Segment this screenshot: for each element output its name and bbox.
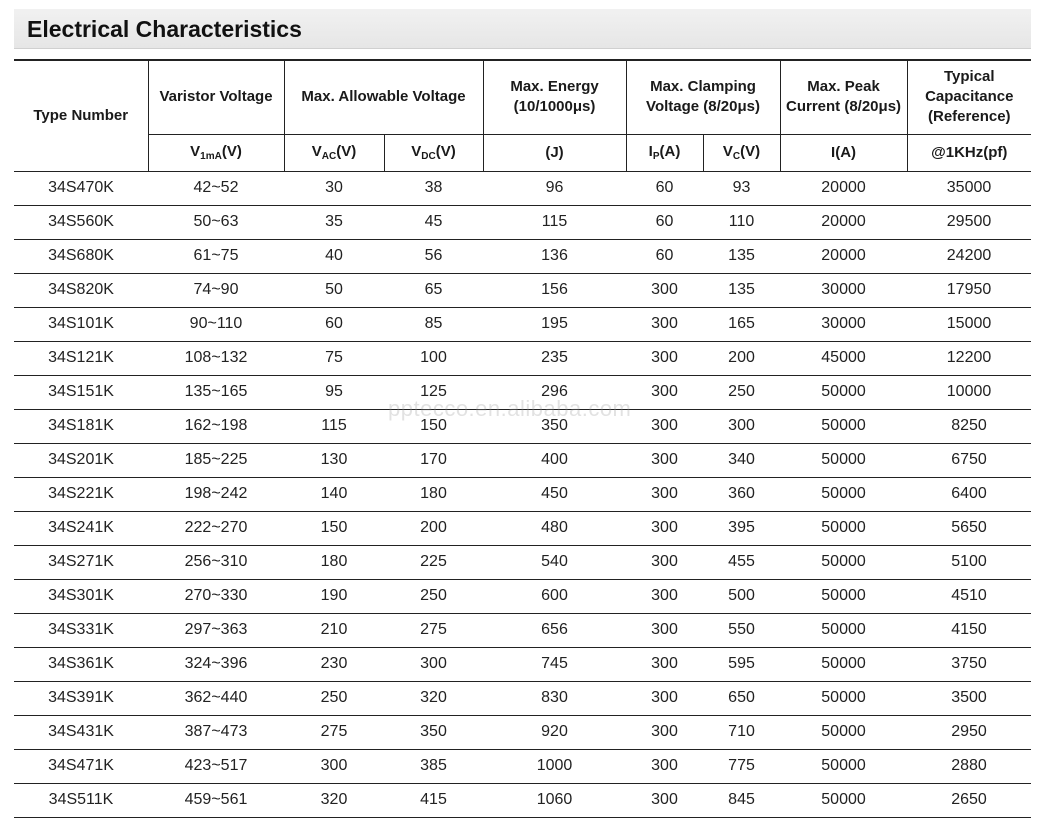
table-cell: 360 xyxy=(703,477,780,511)
table-cell: 150 xyxy=(284,511,384,545)
page-title: Electrical Characteristics xyxy=(27,16,302,42)
table-cell: 300 xyxy=(703,409,780,443)
table-cell: 110 xyxy=(703,205,780,239)
table-cell: 300 xyxy=(626,341,703,375)
table-cell: 395 xyxy=(703,511,780,545)
table-cell: 34S560K xyxy=(14,205,148,239)
table-cell: 320 xyxy=(384,681,483,715)
table-cell: 415 xyxy=(384,783,483,817)
table-cell: 230 xyxy=(284,647,384,681)
table-cell: 4150 xyxy=(907,613,1031,647)
unit-row xyxy=(14,134,1031,171)
header-varistor-voltage: Varistor Voltage xyxy=(148,60,284,134)
table-cell: 108~132 xyxy=(148,341,284,375)
title-bar xyxy=(14,9,1031,49)
table-cell: 300 xyxy=(626,579,703,613)
table-cell: 34S271K xyxy=(14,545,148,579)
unit-peak-current: I(A) xyxy=(780,134,907,171)
table-cell: 30000 xyxy=(780,273,907,307)
table-cell: 4510 xyxy=(907,579,1031,613)
header-type-number: Type Number xyxy=(14,60,148,171)
table-cell: 296 xyxy=(483,375,626,409)
table-cell: 34S221K xyxy=(14,477,148,511)
table-cell: 115 xyxy=(284,409,384,443)
table-cell: 50000 xyxy=(780,783,907,817)
table-cell: 3500 xyxy=(907,681,1031,715)
table-cell: 20000 xyxy=(780,239,907,273)
table-cell: 5100 xyxy=(907,545,1031,579)
table-row xyxy=(14,511,1031,545)
electrical-characteristics-table xyxy=(14,59,1031,818)
table-cell: 210 xyxy=(284,613,384,647)
unit-capacitance: @1KHz(pf) xyxy=(907,134,1031,171)
table-cell: 150 xyxy=(384,409,483,443)
table-cell: 20000 xyxy=(780,171,907,205)
table-cell: 595 xyxy=(703,647,780,681)
table-row xyxy=(14,307,1031,341)
table-cell: 830 xyxy=(483,681,626,715)
table-cell: 350 xyxy=(384,715,483,749)
table-cell: 3750 xyxy=(907,647,1031,681)
table-row xyxy=(14,545,1031,579)
table-cell: 90~110 xyxy=(148,307,284,341)
table-cell: 74~90 xyxy=(148,273,284,307)
table-cell: 300 xyxy=(626,783,703,817)
table-row xyxy=(14,477,1031,511)
table-cell: 115 xyxy=(483,205,626,239)
table-cell: 200 xyxy=(703,341,780,375)
table-cell: 600 xyxy=(483,579,626,613)
table-cell: 235 xyxy=(483,341,626,375)
table-cell: 459~561 xyxy=(148,783,284,817)
table-cell: 297~363 xyxy=(148,613,284,647)
table-cell: 300 xyxy=(384,647,483,681)
table-cell: 93 xyxy=(703,171,780,205)
table-cell: 50000 xyxy=(780,749,907,783)
table-cell: 320 xyxy=(284,783,384,817)
table-cell: 300 xyxy=(626,273,703,307)
table-cell: 250 xyxy=(284,681,384,715)
table-cell: 362~440 xyxy=(148,681,284,715)
table-cell: 387~473 xyxy=(148,715,284,749)
watermark: pptecco.en.alibaba.com xyxy=(388,396,632,421)
table-cell: 34S391K xyxy=(14,681,148,715)
table-cell: 50~63 xyxy=(148,205,284,239)
table-cell: 300 xyxy=(626,511,703,545)
table-cell: 185~225 xyxy=(148,443,284,477)
table-cell: 340 xyxy=(703,443,780,477)
table-cell: 300 xyxy=(626,545,703,579)
table-cell: 710 xyxy=(703,715,780,749)
header-typical-capacitance: Typical Capacitance (Reference) xyxy=(907,60,1031,134)
table-cell: 200 xyxy=(384,511,483,545)
table-cell: 250 xyxy=(703,375,780,409)
table-cell: 45 xyxy=(384,205,483,239)
table-cell: 270~330 xyxy=(148,579,284,613)
table-cell: 135 xyxy=(703,273,780,307)
table-cell: 190 xyxy=(284,579,384,613)
table-row xyxy=(14,443,1031,477)
table-cell: 34S431K xyxy=(14,715,148,749)
table-cell: 140 xyxy=(284,477,384,511)
table-cell: 34S151K xyxy=(14,375,148,409)
table-cell: 96 xyxy=(483,171,626,205)
table-cell: 180 xyxy=(284,545,384,579)
table-cell: 50000 xyxy=(780,477,907,511)
table-cell: 75 xyxy=(284,341,384,375)
table-cell: 775 xyxy=(703,749,780,783)
table-cell: 250 xyxy=(384,579,483,613)
table-cell: 42~52 xyxy=(148,171,284,205)
table-cell: 130 xyxy=(284,443,384,477)
table-cell: 300 xyxy=(626,647,703,681)
table-cell: 125 xyxy=(384,375,483,409)
table-cell: 15000 xyxy=(907,307,1031,341)
table-cell: 50000 xyxy=(780,579,907,613)
header-row xyxy=(14,60,1031,134)
table-cell: 1000 xyxy=(483,749,626,783)
table-cell: 60 xyxy=(626,171,703,205)
table-cell: 920 xyxy=(483,715,626,749)
table-cell: 423~517 xyxy=(148,749,284,783)
table-cell: 450 xyxy=(483,477,626,511)
table-cell: 29500 xyxy=(907,205,1031,239)
table-cell: 34S471K xyxy=(14,749,148,783)
table-cell: 550 xyxy=(703,613,780,647)
table-cell: 40 xyxy=(284,239,384,273)
table-cell: 745 xyxy=(483,647,626,681)
table-cell: 162~198 xyxy=(148,409,284,443)
table-cell: 60 xyxy=(626,239,703,273)
table-cell: 300 xyxy=(626,613,703,647)
table-cell: 34S470K xyxy=(14,171,148,205)
unit-v1ma: $V_{1mA}(V)$ xyxy=(148,134,284,171)
table-cell: 12200 xyxy=(907,341,1031,375)
table-cell: 2950 xyxy=(907,715,1031,749)
table-cell: 50000 xyxy=(780,545,907,579)
table-cell: 65 xyxy=(384,273,483,307)
table-cell: 656 xyxy=(483,613,626,647)
table-cell: 225 xyxy=(384,545,483,579)
table-cell: 38 xyxy=(384,171,483,205)
table-cell: 50 xyxy=(284,273,384,307)
table-cell: 845 xyxy=(703,783,780,817)
table-cell: 34S101K xyxy=(14,307,148,341)
table-cell: 650 xyxy=(703,681,780,715)
table-cell: 50000 xyxy=(780,409,907,443)
table-cell: 5650 xyxy=(907,511,1031,545)
table-row xyxy=(14,647,1031,681)
table-cell: 50000 xyxy=(780,715,907,749)
table-cell: 275 xyxy=(384,613,483,647)
table-cell: 300 xyxy=(626,375,703,409)
table-row xyxy=(14,341,1031,375)
table-cell: 198~242 xyxy=(148,477,284,511)
table-cell: 34S121K xyxy=(14,341,148,375)
table-cell: 400 xyxy=(483,443,626,477)
table-cell: 136 xyxy=(483,239,626,273)
table-cell: 540 xyxy=(483,545,626,579)
table-row xyxy=(14,681,1031,715)
table-cell: 275 xyxy=(284,715,384,749)
table-cell: 34S820K xyxy=(14,273,148,307)
table-cell: 385 xyxy=(384,749,483,783)
table-cell: 35 xyxy=(284,205,384,239)
table-cell: 95 xyxy=(284,375,384,409)
table-cell: 455 xyxy=(703,545,780,579)
table-body xyxy=(14,171,1031,817)
table-cell: 34S201K xyxy=(14,443,148,477)
table-row xyxy=(14,783,1031,817)
table-cell: 500 xyxy=(703,579,780,613)
table-cell: 300 xyxy=(626,477,703,511)
table-cell: 24200 xyxy=(907,239,1031,273)
table-cell: 300 xyxy=(284,749,384,783)
table-cell: 6750 xyxy=(907,443,1031,477)
table-cell: 300 xyxy=(626,715,703,749)
table-row xyxy=(14,715,1031,749)
table-row xyxy=(14,375,1031,409)
unit-ip: $I_P(A)$ xyxy=(626,134,703,171)
table-cell: 50000 xyxy=(780,681,907,715)
table-cell: 50000 xyxy=(780,613,907,647)
table-cell: 170 xyxy=(384,443,483,477)
table-cell: 195 xyxy=(483,307,626,341)
table-cell: 300 xyxy=(626,307,703,341)
table-cell: 480 xyxy=(483,511,626,545)
table-cell: 34S181K xyxy=(14,409,148,443)
table-row xyxy=(14,749,1031,783)
table-cell: 85 xyxy=(384,307,483,341)
table-cell: 100 xyxy=(384,341,483,375)
table-cell: 135 xyxy=(703,239,780,273)
table-cell: 56 xyxy=(384,239,483,273)
table-cell: 222~270 xyxy=(148,511,284,545)
table-cell: 324~396 xyxy=(148,647,284,681)
header-max-clamping-voltage: Max. Clamping Voltage (8/20μs) xyxy=(626,60,780,134)
table-cell: 300 xyxy=(626,681,703,715)
table-cell: 256~310 xyxy=(148,545,284,579)
table-cell: 350 xyxy=(483,409,626,443)
table-row xyxy=(14,239,1031,273)
table-cell: 17950 xyxy=(907,273,1031,307)
table-cell: 2650 xyxy=(907,783,1031,817)
table-cell: 61~75 xyxy=(148,239,284,273)
unit-vdc: $V_{DC}(V)$ xyxy=(384,134,483,171)
table-cell: 34S680K xyxy=(14,239,148,273)
table-cell: 30000 xyxy=(780,307,907,341)
table-cell: 34S241K xyxy=(14,511,148,545)
table-cell: 1060 xyxy=(483,783,626,817)
table-cell: 50000 xyxy=(780,511,907,545)
table-cell: 30 xyxy=(284,171,384,205)
unit-vac: $V_{AC}(V)$ xyxy=(284,134,384,171)
table-cell: 20000 xyxy=(780,205,907,239)
table-cell: 34S361K xyxy=(14,647,148,681)
table-cell: 60 xyxy=(284,307,384,341)
header-max-energy: Max. Energy (10/1000μs) xyxy=(483,60,626,134)
table-row xyxy=(14,273,1031,307)
table-row xyxy=(14,409,1031,443)
table-cell: 6400 xyxy=(907,477,1031,511)
table-row xyxy=(14,205,1031,239)
table-cell: 34S301K xyxy=(14,579,148,613)
table-cell: 300 xyxy=(626,443,703,477)
table-cell: 50000 xyxy=(780,443,907,477)
table-cell: 300 xyxy=(626,749,703,783)
table-row xyxy=(14,613,1031,647)
table-cell: 165 xyxy=(703,307,780,341)
table-row xyxy=(14,579,1031,613)
table-cell: 300 xyxy=(626,409,703,443)
table-cell: 34S331K xyxy=(14,613,148,647)
table-cell: 10000 xyxy=(907,375,1031,409)
header-max-peak-current: Max. Peak Current (8/20μs) xyxy=(780,60,907,134)
table-cell: 8250 xyxy=(907,409,1031,443)
header-max-allowable-voltage: Max. Allowable Voltage xyxy=(284,60,483,134)
table-cell: 50000 xyxy=(780,647,907,681)
unit-energy: (J) xyxy=(483,134,626,171)
unit-vc: $V_C(V)$ xyxy=(703,134,780,171)
table-row xyxy=(14,171,1031,205)
table-cell: 34S511K xyxy=(14,783,148,817)
table-cell: 2880 xyxy=(907,749,1031,783)
table-cell: 50000 xyxy=(780,375,907,409)
table-cell: 35000 xyxy=(907,171,1031,205)
table-cell: 180 xyxy=(384,477,483,511)
table-cell: 45000 xyxy=(780,341,907,375)
table-cell: 135~165 xyxy=(148,375,284,409)
table-cell: 156 xyxy=(483,273,626,307)
table-cell: 60 xyxy=(626,205,703,239)
